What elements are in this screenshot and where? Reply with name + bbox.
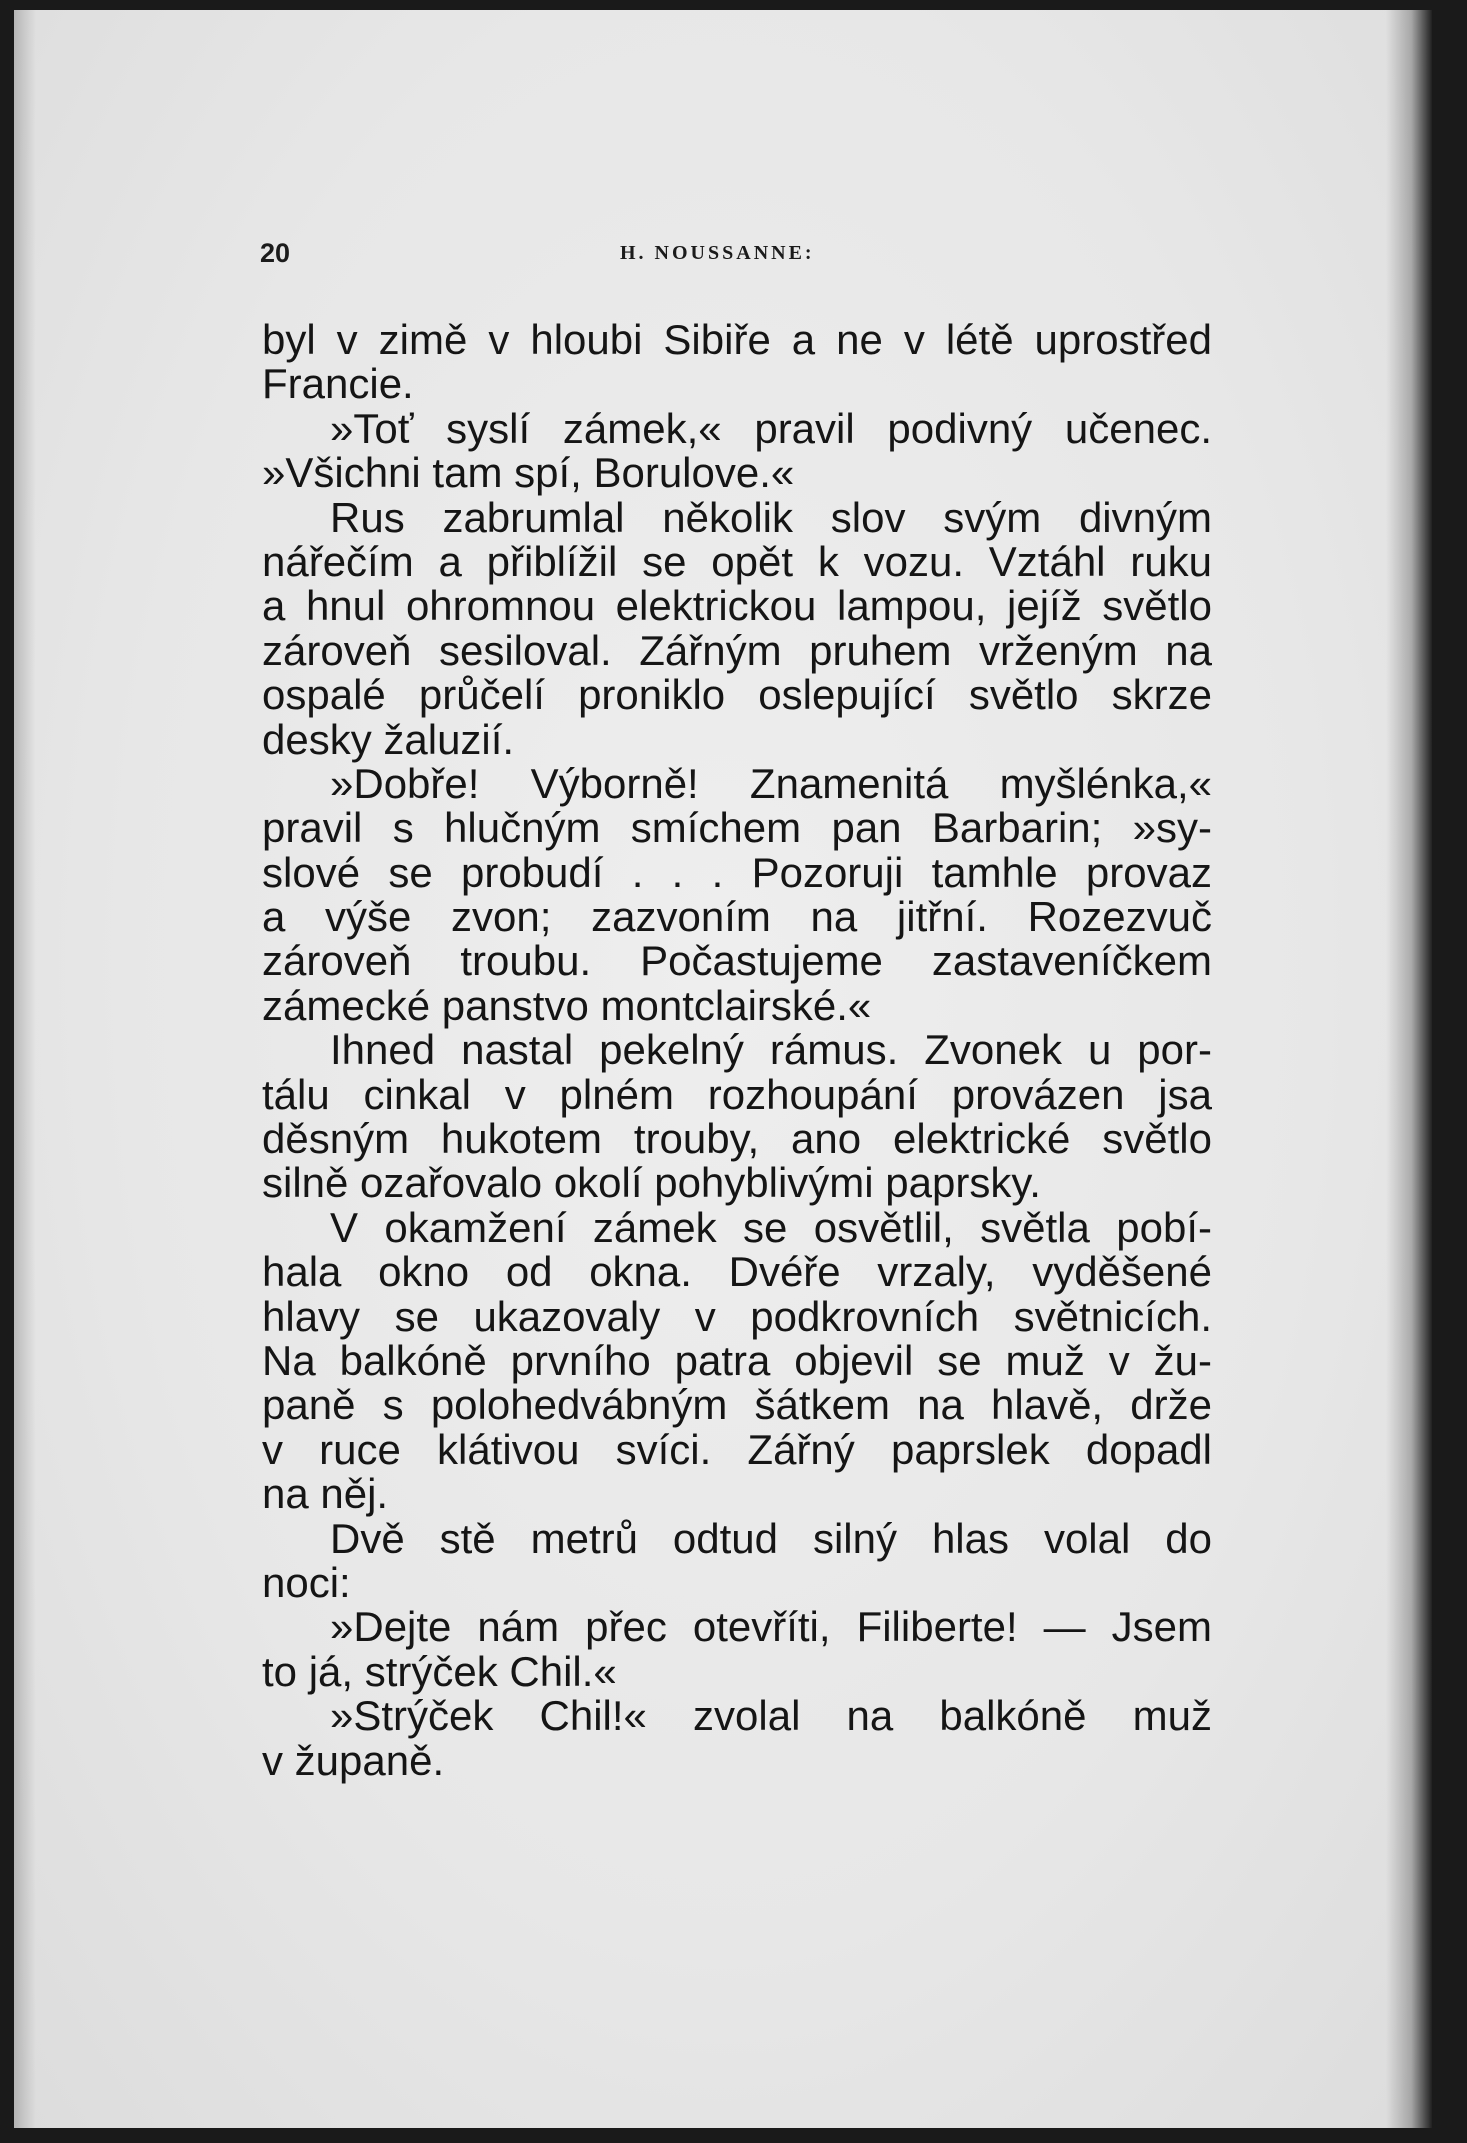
text-line: byl v zimě v hloubi Sibiře a ne v létě uprostřed — [262, 316, 1212, 363]
header-author: H. NOUSSANNE: — [620, 242, 815, 264]
text-line: tálu cinkal v plném rozhoupání provázen jsa — [262, 1070, 1212, 1118]
text-line: to já, strýček Chil.« — [262, 1647, 617, 1695]
text-line: nářečím a přiblížil se opět k vozu. Vztáhl ruku — [262, 537, 1212, 585]
text-line: a hnul ohromnou elektrickou lampou, jejíž světlo — [262, 582, 1212, 630]
text-line: noci: — [262, 1558, 351, 1606]
text-line: hlavy se ukazovaly v podkrovních světnicích. — [262, 1292, 1212, 1340]
spine-shadow — [1386, 10, 1432, 2128]
text-line: Rus zabrumlal několik slov svým divným — [330, 493, 1212, 541]
text-line: hala okno od okna. Dvéře vrzaly, vyděšené — [262, 1248, 1212, 1296]
text-line: zároveň troubu. Počastujeme zastaveníčkem — [262, 937, 1212, 985]
text-line: zároveň sesiloval. Zářným pruhem vrženým na — [262, 626, 1212, 674]
body-text — [262, 318, 1212, 1783]
text-line: Na balkóně prvního patra objevil se muž v žu- — [262, 1336, 1212, 1384]
text-line: zámecké panstvo montclairské.« — [262, 981, 872, 1029]
text-line: V okamžení zámek se osvětlil, světla pobí- — [330, 1203, 1212, 1251]
page-number: 20 — [260, 238, 291, 268]
text-line: na něj. — [262, 1470, 389, 1518]
text-line: paně s polohedvábným šátkem na hlavě, drže — [262, 1381, 1212, 1429]
text-line: Francie. — [262, 360, 414, 408]
text-line: v županě. — [262, 1736, 445, 1784]
running-head — [250, 238, 1212, 274]
text-line: »Toť syslí zámek,« pravil podivný učenec. — [330, 404, 1212, 452]
text-line: Dvě stě metrů odtud silný hlas volal do — [330, 1514, 1212, 1562]
text-line: silně ozařovalo okolí pohyblivými paprsky. — [262, 1159, 1041, 1207]
text-line: Ihned nastal pekelný rámus. Zvonek u por- — [330, 1026, 1212, 1074]
text-line: ospalé průčelí proniklo oslepující světlo skrze — [262, 671, 1212, 719]
text-line: a výše zvon; zazvoním na jitřní. Rozezvuč — [262, 893, 1212, 941]
left-edge-shadow — [14, 10, 36, 2128]
text-line: děsným hukotem trouby, ano elektrické světlo — [262, 1115, 1212, 1163]
text-line: desky žaluzií. — [262, 715, 515, 763]
text-line: »Dobře! Výborně! Znamenitá myšlénka,« — [330, 759, 1212, 807]
text-line: »Všichni tam spí, Borulove.« — [262, 449, 795, 497]
text-line: »Strýček Chil!« zvolal na balkóně muž — [330, 1692, 1212, 1740]
text-line: v ruce klátivou svíci. Zářný paprslek dopadl — [262, 1425, 1212, 1473]
text-line: pravil s hlučným smíchem pan Barbarin; »sy- — [262, 804, 1212, 852]
text-line: slové se probudí . . . Pozoruji tamhle provaz — [262, 848, 1212, 896]
text-line: »Dejte nám přec otevříti, Filiberte! — Jsem — [330, 1603, 1212, 1651]
